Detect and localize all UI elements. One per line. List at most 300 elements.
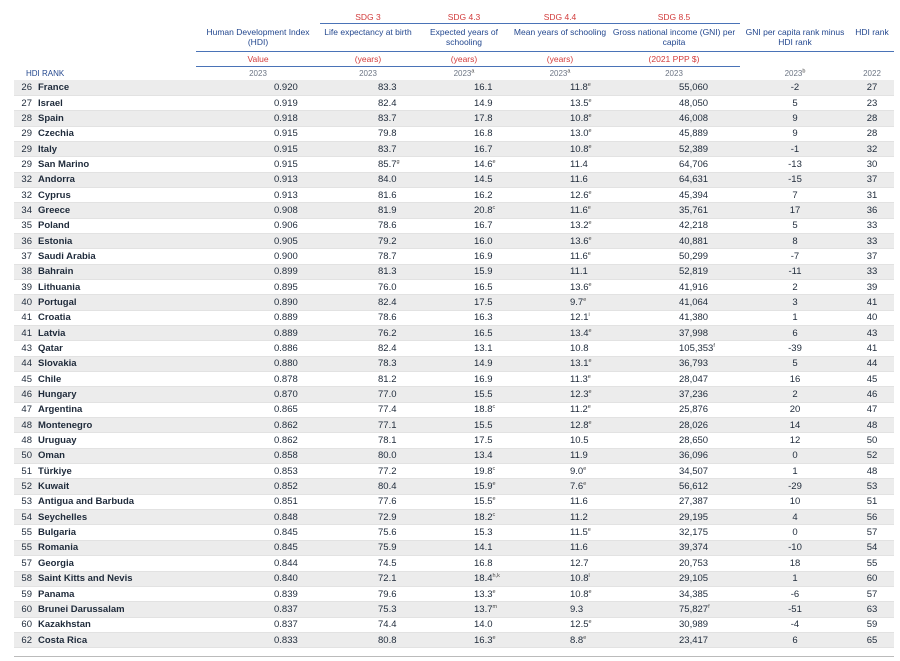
row-life-expectancy <box>320 157 416 172</box>
hdi-table <box>14 4 894 648</box>
row-hdi-rank-2022 <box>850 525 894 540</box>
row-gni-per-capita <box>608 80 740 95</box>
table-row <box>14 402 894 417</box>
row-country-text: Portugal <box>38 296 77 308</box>
row-gni-rank-diff <box>740 326 850 341</box>
row-hdi-rank-2022-text: 27 <box>866 81 878 93</box>
row-hdi-rank <box>14 187 36 202</box>
row-mean-schooling-text: 12.3 <box>570 389 589 401</box>
row-hdi-rank-2022-text: 33 <box>866 220 878 232</box>
row-hdi-value <box>196 571 320 586</box>
row-mean-schooling <box>512 387 608 402</box>
row-country <box>36 464 196 479</box>
row-hdi-value-text: 0.840 <box>274 573 298 585</box>
sdg-spacer <box>14 4 196 24</box>
row-gni-rank-diff <box>740 464 850 479</box>
row-expected-schooling <box>416 80 512 95</box>
footnote-marker: e <box>583 480 587 487</box>
row-life-expectancy <box>320 295 416 310</box>
row-gni-per-capita-text: 37,998 <box>679 327 709 339</box>
row-hdi-rank-2022-text: 59 <box>866 619 878 631</box>
row-mean-schooling-text: 11.6 <box>570 250 588 262</box>
table-row <box>14 464 894 479</box>
row-country <box>36 540 196 555</box>
row-mean-schooling-text: 11.3 <box>570 373 588 385</box>
row-hdi-rank-text: 48 <box>21 419 32 431</box>
row-expected-schooling-text: 18.8 <box>474 404 493 416</box>
row-hdi-rank-2022 <box>850 326 894 341</box>
row-country <box>36 556 196 571</box>
row-gni-per-capita-text: 56,612 <box>679 481 709 493</box>
row-life-expectancy-text: 77.2 <box>378 465 397 477</box>
row-life-expectancy <box>320 556 416 571</box>
row-expected-schooling <box>416 203 512 218</box>
row-hdi-rank-2022 <box>850 571 894 586</box>
row-country <box>36 95 196 110</box>
row-country-text: Bahrain <box>38 266 74 278</box>
row-hdi-rank-text: 46 <box>21 389 32 401</box>
row-hdi-rank-2022 <box>850 632 894 647</box>
row-hdi-value-text: 0.833 <box>274 634 298 646</box>
row-gni-rank-diff <box>740 218 850 233</box>
row-hdi-rank-2022-text: 28 <box>866 112 878 124</box>
row-gni-per-capita-text: 39,374 <box>679 542 709 554</box>
row-hdi-rank-text: 26 <box>21 81 32 93</box>
row-gni-rank-diff-text: -15 <box>788 174 802 186</box>
row-hdi-rank-text: 50 <box>21 450 32 462</box>
row-gni-per-capita-text: 64,631 <box>679 174 709 186</box>
row-country <box>36 356 196 371</box>
row-hdi-value-text: 0.915 <box>274 143 298 155</box>
units-spacer <box>14 52 196 67</box>
row-hdi-rank-2022-text: 32 <box>866 143 878 155</box>
row-life-expectancy <box>320 310 416 325</box>
table-row <box>14 632 894 647</box>
row-gni-per-capita <box>608 341 740 356</box>
row-gni-per-capita <box>608 279 740 294</box>
row-life-expectancy <box>320 571 416 586</box>
table-header <box>14 4 894 80</box>
table-row <box>14 172 894 187</box>
row-mean-schooling <box>512 510 608 525</box>
row-hdi-value <box>196 233 320 248</box>
row-expected-schooling-text: 14.0 <box>474 619 493 631</box>
row-hdi-rank-2022 <box>850 157 894 172</box>
sdg-label-mys: SDG 4.4 <box>512 4 608 24</box>
footnote-marker: e <box>587 526 591 533</box>
row-expected-schooling-text: 18.4 <box>474 573 493 585</box>
row-hdi-value <box>196 141 320 156</box>
row-expected-schooling <box>416 111 512 126</box>
row-gni-rank-diff-text: 9 <box>792 112 798 124</box>
row-life-expectancy <box>320 494 416 509</box>
row-mean-schooling <box>512 264 608 279</box>
row-hdi-rank-2022-text: 52 <box>866 450 878 462</box>
row-country <box>36 341 196 356</box>
row-hdi-rank <box>14 341 36 356</box>
table-row <box>14 540 894 555</box>
row-hdi-rank <box>14 632 36 647</box>
row-hdi-rank-2022-text: 54 <box>866 542 878 554</box>
row-mean-schooling-text: 12.6 <box>570 189 589 201</box>
row-expected-schooling <box>416 510 512 525</box>
row-hdi-rank <box>14 249 36 264</box>
row-life-expectancy <box>320 617 416 632</box>
row-country <box>36 372 196 387</box>
row-expected-schooling-text: 18.2 <box>474 511 493 523</box>
row-hdi-rank-text: 45 <box>21 373 32 385</box>
row-country-text: Estonia <box>38 235 73 247</box>
row-hdi-rank-2022 <box>850 279 894 294</box>
row-expected-schooling <box>416 372 512 387</box>
table-row <box>14 556 894 571</box>
row-expected-schooling-text: 16.1 <box>474 81 493 93</box>
row-hdi-rank <box>14 372 36 387</box>
footnote-marker: e <box>588 97 592 104</box>
row-country-text: France <box>38 81 70 93</box>
year-hdi <box>196 67 320 81</box>
row-country <box>36 203 196 218</box>
row-life-expectancy-text: 79.6 <box>378 588 397 600</box>
row-mean-schooling <box>512 80 608 95</box>
row-life-expectancy-text: 77.1 <box>378 419 397 431</box>
row-mean-schooling-text: 13.1 <box>570 358 589 370</box>
row-life-expectancy <box>320 402 416 417</box>
row-life-expectancy-text: 72.1 <box>378 573 397 585</box>
row-expected-schooling-text: 13.3 <box>474 588 493 600</box>
unit-eys: (years) <box>416 52 512 67</box>
row-hdi-rank-2022-text: 53 <box>866 481 878 493</box>
row-mean-schooling <box>512 187 608 202</box>
row-life-expectancy-text: 78.7 <box>378 250 397 262</box>
row-mean-schooling-text: 12.1 <box>570 312 589 324</box>
row-gni-per-capita <box>608 433 740 448</box>
row-hdi-rank-2022-text: 23 <box>866 97 878 109</box>
row-gni-rank-diff-text: 9 <box>792 128 798 140</box>
row-mean-schooling-text: 10.8 <box>570 343 589 355</box>
row-gni-rank-diff-text: -51 <box>788 603 802 615</box>
row-gni-rank-diff-text: -7 <box>790 250 800 262</box>
row-life-expectancy <box>320 479 416 494</box>
footnote-marker: f <box>713 342 715 349</box>
row-expected-schooling-text: 16.8 <box>474 557 493 569</box>
table-row <box>14 341 894 356</box>
row-gni-per-capita <box>608 126 740 141</box>
row-hdi-value-text: 0.880 <box>274 358 298 370</box>
row-life-expectancy-text: 78.1 <box>378 435 397 447</box>
row-mean-schooling <box>512 326 608 341</box>
row-expected-schooling-text: 16.7 <box>474 143 493 155</box>
row-hdi-rank-2022-text: 37 <box>866 174 878 186</box>
row-mean-schooling <box>512 372 608 387</box>
row-gni-rank-diff-text: -6 <box>790 588 800 600</box>
row-hdi-rank-text: 28 <box>21 112 32 124</box>
year-value: 2023 <box>784 68 803 78</box>
row-life-expectancy <box>320 632 416 647</box>
row-country <box>36 326 196 341</box>
row-expected-schooling <box>416 387 512 402</box>
row-gni-per-capita-text: 34,385 <box>679 588 709 600</box>
row-life-expectancy <box>320 249 416 264</box>
row-country-text: Saudi Arabia <box>38 250 96 262</box>
row-expected-schooling <box>416 556 512 571</box>
row-life-expectancy-text: 84.0 <box>378 174 397 186</box>
row-hdi-rank-2022 <box>850 249 894 264</box>
row-hdi-rank-2022 <box>850 464 894 479</box>
row-gni-per-capita <box>608 172 740 187</box>
row-hdi-rank-text: 57 <box>21 557 32 569</box>
row-country-text: Greece <box>38 204 71 216</box>
row-gni-per-capita <box>608 617 740 632</box>
row-mean-schooling-text: 10.5 <box>570 435 589 447</box>
row-mean-schooling <box>512 525 608 540</box>
sdg-label-eys: SDG 4.3 <box>416 4 512 24</box>
row-hdi-rank-2022-text: 45 <box>866 373 878 385</box>
row-expected-schooling-text: 16.8 <box>474 128 493 140</box>
row-expected-schooling-text: 20.8 <box>474 204 493 216</box>
year-value: 2023 <box>249 69 267 78</box>
row-gni-rank-diff-text: 10 <box>789 496 801 508</box>
row-gni-per-capita <box>608 632 740 647</box>
footnote-marker: e <box>492 158 496 165</box>
row-gni-rank-diff <box>740 556 850 571</box>
row-gni-rank-diff <box>740 279 850 294</box>
row-life-expectancy-text: 85.7 <box>378 158 397 170</box>
row-hdi-value <box>196 387 320 402</box>
row-hdi-rank-text: 51 <box>21 465 32 477</box>
row-gni-per-capita-text: 46,008 <box>679 112 709 124</box>
row-country-text: Antigua and Barbuda <box>38 496 135 508</box>
row-hdi-rank-text: 54 <box>21 511 32 523</box>
footnote-marker: e <box>492 588 496 595</box>
row-mean-schooling <box>512 95 608 110</box>
row-country <box>36 172 196 187</box>
row-gni-per-capita <box>608 295 740 310</box>
row-mean-schooling <box>512 341 608 356</box>
row-gni-rank-diff-text: 5 <box>792 97 798 109</box>
footnote-marker: c <box>492 511 496 518</box>
row-hdi-value-text: 0.895 <box>274 281 298 293</box>
row-hdi-rank-text: 41 <box>21 312 32 324</box>
row-gni-rank-diff <box>740 494 850 509</box>
row-mean-schooling-text: 13.5 <box>570 97 589 109</box>
row-hdi-value <box>196 464 320 479</box>
footnote-marker: e <box>587 250 591 257</box>
table-row <box>14 126 894 141</box>
row-hdi-value <box>196 433 320 448</box>
row-hdi-rank-2022-text: 65 <box>866 634 878 646</box>
row-gni-rank-diff <box>740 111 850 126</box>
row-hdi-rank-2022-text: 43 <box>866 327 878 339</box>
row-gni-rank-diff-text: 7 <box>792 189 798 201</box>
row-hdi-rank <box>14 418 36 433</box>
row-mean-schooling-text: 10.8 <box>570 573 589 585</box>
footnote-marker: e <box>587 404 591 411</box>
row-expected-schooling <box>416 464 512 479</box>
row-hdi-rank-text: 27 <box>21 97 32 109</box>
row-gni-rank-diff <box>740 387 850 402</box>
row-expected-schooling-text: 16.5 <box>474 281 493 293</box>
row-gni-per-capita-text: 52,819 <box>679 266 709 278</box>
column-names-row <box>14 24 894 52</box>
row-hdi-rank <box>14 433 36 448</box>
row-hdi-rank-2022 <box>850 95 894 110</box>
footnote-marker: e <box>492 480 496 487</box>
footnote-marker: c <box>492 204 496 211</box>
row-gni-per-capita <box>608 326 740 341</box>
col-le-header: Life expectancy at birth <box>320 24 416 52</box>
row-gni-per-capita-text: 34,507 <box>679 465 709 477</box>
row-country-text: Slovakia <box>38 358 77 370</box>
row-mean-schooling <box>512 233 608 248</box>
footnote-marker: e <box>588 143 592 150</box>
row-hdi-rank <box>14 310 36 325</box>
row-hdi-value <box>196 218 320 233</box>
row-country-text: Italy <box>38 143 58 155</box>
row-hdi-rank-2022 <box>850 187 894 202</box>
sdg-label-hdi <box>196 4 320 24</box>
row-hdi-rank <box>14 617 36 632</box>
row-expected-schooling-text: 16.3 <box>474 312 493 324</box>
row-expected-schooling <box>416 540 512 555</box>
row-country-text: Spain <box>38 112 64 124</box>
year-value: 2023 <box>665 69 683 78</box>
row-hdi-rank <box>14 233 36 248</box>
row-mean-schooling <box>512 157 608 172</box>
row-gni-per-capita-text: 32,175 <box>679 527 709 539</box>
row-life-expectancy <box>320 433 416 448</box>
row-gni-per-capita-text: 105,353 <box>679 343 714 355</box>
table-row <box>14 80 894 95</box>
row-country-text: Panama <box>38 588 75 600</box>
row-mean-schooling-text: 10.8 <box>570 112 589 124</box>
row-gni-per-capita <box>608 510 740 525</box>
row-hdi-rank-text: 48 <box>21 435 32 447</box>
row-hdi-rank-text: 35 <box>21 220 32 232</box>
row-hdi-rank <box>14 556 36 571</box>
table-row <box>14 617 894 632</box>
row-hdi-value-text: 0.913 <box>274 189 298 201</box>
row-hdi-rank-2022 <box>850 264 894 279</box>
row-life-expectancy <box>320 356 416 371</box>
row-country <box>36 80 196 95</box>
row-gni-rank-diff-text: 3 <box>792 296 798 308</box>
unit-hdi: Value <box>196 52 320 67</box>
row-gni-rank-diff-text: 0 <box>792 450 798 462</box>
row-hdi-rank-2022-text: 37 <box>866 250 878 262</box>
row-hdi-value-text: 0.919 <box>274 97 298 109</box>
row-gni-per-capita <box>608 571 740 586</box>
row-life-expectancy-text: 75.9 <box>378 542 397 554</box>
row-country <box>36 141 196 156</box>
table-row <box>14 233 894 248</box>
row-hdi-value-text: 0.889 <box>274 312 298 324</box>
row-country-text: Cyprus <box>38 189 71 201</box>
table-row <box>14 387 894 402</box>
row-mean-schooling-text: 11.9 <box>570 450 588 462</box>
row-gni-per-capita <box>608 111 740 126</box>
row-mean-schooling <box>512 571 608 586</box>
row-hdi-rank-text: 55 <box>21 542 32 554</box>
row-expected-schooling-text: 16.9 <box>474 250 493 262</box>
row-expected-schooling-text: 15.9 <box>474 266 493 278</box>
row-hdi-rank <box>14 295 36 310</box>
row-hdi-rank-text: 34 <box>21 204 32 216</box>
row-hdi-rank-2022-text: 47 <box>866 404 878 416</box>
row-gni-per-capita <box>608 249 740 264</box>
row-life-expectancy-text: 80.0 <box>378 450 397 462</box>
footnote-marker: e <box>588 619 592 626</box>
row-hdi-value-text: 0.858 <box>274 450 298 462</box>
row-expected-schooling <box>416 233 512 248</box>
row-expected-schooling-text: 14.6 <box>474 158 493 170</box>
row-hdi-value <box>196 310 320 325</box>
row-life-expectancy <box>320 418 416 433</box>
row-gni-per-capita-text: 41,916 <box>679 281 709 293</box>
row-life-expectancy-text: 83.7 <box>378 112 397 124</box>
row-gni-rank-diff-text: -29 <box>788 481 802 493</box>
row-life-expectancy <box>320 525 416 540</box>
col-hdir-header: HDI rank <box>850 24 894 52</box>
row-gni-per-capita-text: 28,047 <box>679 373 709 385</box>
row-country <box>36 111 196 126</box>
row-expected-schooling-text: 13.4 <box>474 450 493 462</box>
row-expected-schooling-text: 15.3 <box>474 527 493 539</box>
row-country-text: Croatia <box>38 312 71 324</box>
row-country <box>36 402 196 417</box>
row-mean-schooling-text: 13.0 <box>570 128 589 140</box>
row-mean-schooling-text: 13.4 <box>570 327 589 339</box>
footnote-marker: e <box>588 327 592 334</box>
row-hdi-value-text: 0.837 <box>274 619 298 631</box>
row-gni-rank-diff-text: 16 <box>789 373 801 385</box>
row-expected-schooling <box>416 126 512 141</box>
row-mean-schooling <box>512 464 608 479</box>
row-expected-schooling-text: 16.9 <box>474 373 493 385</box>
row-mean-schooling-text: 12.8 <box>570 419 589 431</box>
row-gni-rank-diff <box>740 479 850 494</box>
row-mean-schooling-text: 7.6 <box>570 481 584 493</box>
footnote-marker: c <box>492 404 496 411</box>
row-hdi-value-text: 0.870 <box>274 389 298 401</box>
row-hdi-rank-2022 <box>850 510 894 525</box>
row-mean-schooling-text: 11.6 <box>570 204 588 216</box>
row-hdi-rank-2022 <box>850 418 894 433</box>
row-expected-schooling-text: 15.5 <box>474 496 493 508</box>
sdg-label-diff <box>740 4 850 24</box>
table-row <box>14 479 894 494</box>
row-gni-per-capita-text: 36,793 <box>679 358 709 370</box>
row-hdi-rank-2022-text: 57 <box>866 588 878 600</box>
row-hdi-rank-text: 29 <box>21 143 32 155</box>
row-hdi-rank-text: 38 <box>21 266 32 278</box>
row-mean-schooling-text: 13.6 <box>570 235 589 247</box>
row-life-expectancy-text: 76.2 <box>378 327 397 339</box>
row-gni-rank-diff <box>740 510 850 525</box>
row-gni-per-capita <box>608 586 740 601</box>
row-expected-schooling <box>416 356 512 371</box>
row-life-expectancy-text: 81.3 <box>378 266 397 278</box>
row-hdi-rank-text: 62 <box>21 634 32 646</box>
footnote-marker: e <box>588 235 592 242</box>
row-country <box>36 249 196 264</box>
row-hdi-value-text: 0.906 <box>274 220 298 232</box>
row-life-expectancy <box>320 387 416 402</box>
row-expected-schooling <box>416 632 512 647</box>
row-hdi-rank <box>14 479 36 494</box>
row-life-expectancy <box>320 510 416 525</box>
row-gni-rank-diff-text: 1 <box>792 573 798 585</box>
